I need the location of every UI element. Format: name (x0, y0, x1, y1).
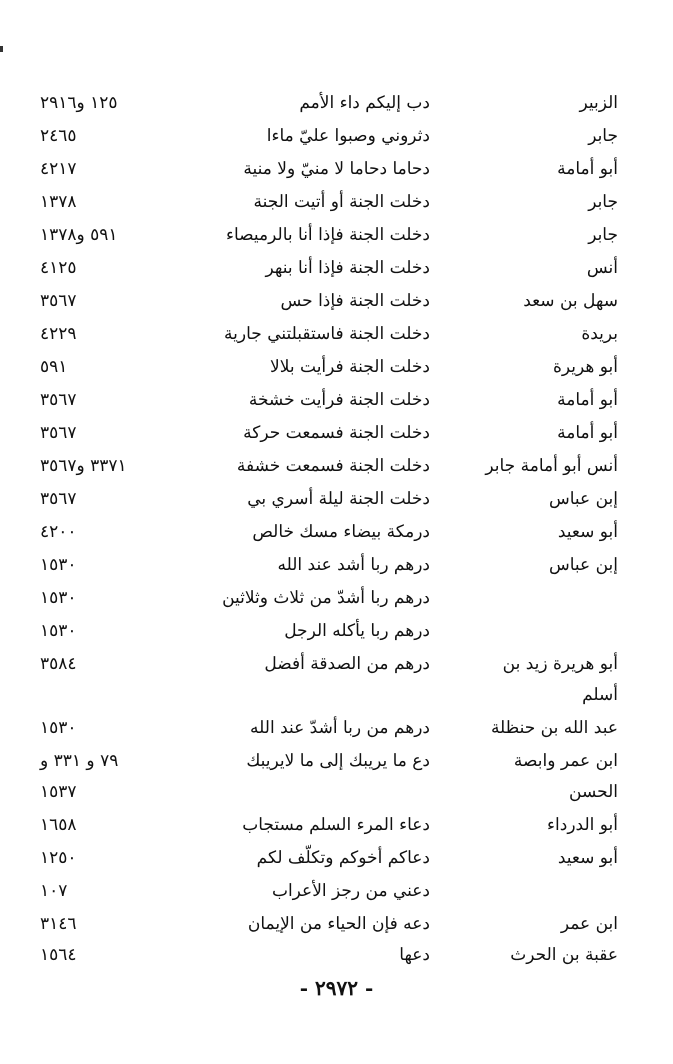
narrator-cell: جابر (588, 192, 618, 212)
reference-cell: ١٢٥ و٢٩١٦ (40, 93, 118, 113)
reference-cell: ٤٢٢٩ (40, 324, 77, 344)
narrator-cell: أبو هريرة (552, 357, 618, 377)
index-row (40, 253, 618, 283)
hadith-cell: دعه فإن الحياء من الإيمان (247, 914, 430, 934)
narrator-cell: الحسن (569, 782, 618, 802)
narrator-cell: أبو هريرة زيد بن (502, 654, 618, 674)
reference-cell: ١٥٣٠ (40, 555, 77, 575)
narrator-cell: أبو أمامة (557, 390, 618, 410)
narrator-cell: أسلم (582, 685, 618, 705)
reference-cell: ٣٣٧١ و٣٥٦٧ (40, 456, 127, 476)
index-row (40, 517, 618, 547)
reference-cell: ٣٥٦٧ (40, 423, 77, 443)
reference-cell: ١٣٧٨ (40, 192, 77, 212)
index-row (40, 220, 618, 250)
narrator-cell: سهل بن سعد (523, 291, 618, 311)
hadith-cell: درهم ربا أشدّ من ثلاث وثلاثين (222, 588, 430, 608)
hadith-cell: دخلت الجنة فإذا أنا بنهر (265, 258, 430, 278)
reference-cell: ١٥٣٠ (40, 718, 77, 738)
index-row (40, 583, 618, 613)
hadith-cell: دع ما يريبك إلى ما لايريبك (246, 751, 430, 771)
index-row (40, 616, 618, 646)
index-row (40, 451, 618, 481)
narrator-cell: ابن عمر (560, 914, 618, 934)
hadith-cell: دعها (399, 945, 430, 965)
reference-cell: ٤٢١٧ (40, 159, 77, 179)
hadith-cell: دعاكم أخوكم وتكلّف لكم (256, 848, 430, 868)
index-row (40, 319, 618, 349)
index-row (40, 810, 618, 840)
narrator-cell: أبو سعيد (557, 522, 618, 542)
hadith-cell: درهم من الصدقة أفضل (264, 654, 430, 674)
index-row (40, 649, 618, 679)
narrator-cell: جابر (588, 126, 618, 146)
narrator-cell: أبو أمامة (557, 423, 618, 443)
hadith-cell: دعاء المرء السلم مستجاب (242, 815, 430, 835)
narrator-cell: إبن عباس (548, 489, 618, 509)
reference-cell: ٣١٤٦ (40, 914, 77, 934)
reference-cell: ٤١٢٥ (40, 258, 77, 278)
hadith-cell: دخلت الجنة فإذا أنا بالرميصاء (226, 225, 430, 245)
reference-cell: ٣٥٦٧ (40, 291, 77, 311)
reference-cell: ٥٩١ و١٣٧٨ (40, 225, 118, 245)
hadith-cell: درهم من ربا أشدّ عند الله (250, 718, 430, 738)
index-row (40, 550, 618, 580)
hadith-cell: دب إليكم داء الأمم (299, 93, 430, 113)
narrator-cell: ابن عمر وابصة (513, 751, 618, 771)
reference-cell: ١٥٣٠ (40, 621, 77, 641)
index-row (40, 484, 618, 514)
hadith-cell: دخلت الجنة أو أتيت الجنة (253, 192, 430, 212)
hadith-cell: دحاما دحاما لا منيّ ولا منية (243, 159, 430, 179)
narrator-cell: بريدة (581, 324, 618, 344)
hadith-cell: دخلت الجنة فسمعت خشفة (236, 456, 430, 476)
reference-cell: ٥٩١ (40, 357, 68, 377)
index-row (40, 713, 618, 743)
hadith-cell: درهم ربا أشد عند الله (277, 555, 430, 575)
index-row (40, 940, 618, 970)
narrator-cell: أبو سعيد (557, 848, 618, 868)
reference-cell: ٣٥٦٧ (40, 489, 77, 509)
reference-cell: ٧٩ و ٣٣١ و (40, 751, 119, 771)
reference-cell: ١٥٦٤ (40, 945, 77, 965)
reference-cell: ٤٢٠٠ (40, 522, 77, 542)
reference-cell: ٣٥٦٧ (40, 390, 77, 410)
index-row (40, 843, 618, 873)
index-row (40, 680, 618, 710)
margin-mark (0, 46, 3, 52)
reference-cell: ١٠٧ (40, 881, 68, 901)
hadith-cell: دخلت الجنة فسمعت حركة (243, 423, 430, 443)
reference-cell: ١٦٥٨ (40, 815, 77, 835)
index-row (40, 187, 618, 217)
page-number: - ٢٩٧٢ - (299, 976, 374, 1000)
index-row (40, 88, 618, 118)
hadith-cell: دخلت الجنة فرأيت بلالا (270, 357, 430, 377)
index-row (40, 352, 618, 382)
index-row (40, 418, 618, 448)
reference-cell: ١٢٥٠ (40, 848, 77, 868)
hadith-cell: دخلت الجنة فإذا حس (280, 291, 430, 311)
narrator-cell: جابر (588, 225, 618, 245)
index-row (40, 909, 618, 939)
index-row (40, 746, 618, 776)
hadith-cell: درمكة بيضاء مسك خالص (252, 522, 430, 542)
narrator-cell: أبو الدرداء (547, 815, 618, 835)
reference-cell: ٢٤٦٥ (40, 126, 77, 146)
index-row (40, 777, 618, 807)
hadith-cell: دثروني وصبوا عليّ ماءا (266, 126, 430, 146)
hadith-cell: دخلت الجنة ليلة أسري بي (247, 489, 430, 509)
index-row (40, 121, 618, 151)
index-row (40, 385, 618, 415)
narrator-cell: أنس (586, 258, 618, 278)
reference-cell: ١٥٣٠ (40, 588, 77, 608)
hadith-cell: درهم ربا يأكله الرجل (284, 621, 430, 641)
hadith-cell: دخلت الجنة فاستقبلتني جارية (224, 324, 430, 344)
narrator-cell: أبو أمامة (557, 159, 618, 179)
index-row (40, 876, 618, 906)
narrator-cell: عقبة بن الحرث (510, 945, 618, 965)
reference-cell: ١٥٣٧ (40, 782, 77, 802)
narrator-cell: إبن عباس (548, 555, 618, 575)
narrator-cell: عبد الله بن حنظلة (490, 718, 618, 738)
narrator-cell: الزبير (579, 93, 618, 113)
hadith-cell: دعني من رجز الأعراب (271, 881, 430, 901)
hadith-cell: دخلت الجنة فرأيت خشخة (248, 390, 430, 410)
index-row (40, 154, 618, 184)
reference-cell: ٣٥٨٤ (40, 654, 77, 674)
narrator-cell: أنس أبو أمامة جابر (485, 456, 618, 476)
index-row (40, 286, 618, 316)
